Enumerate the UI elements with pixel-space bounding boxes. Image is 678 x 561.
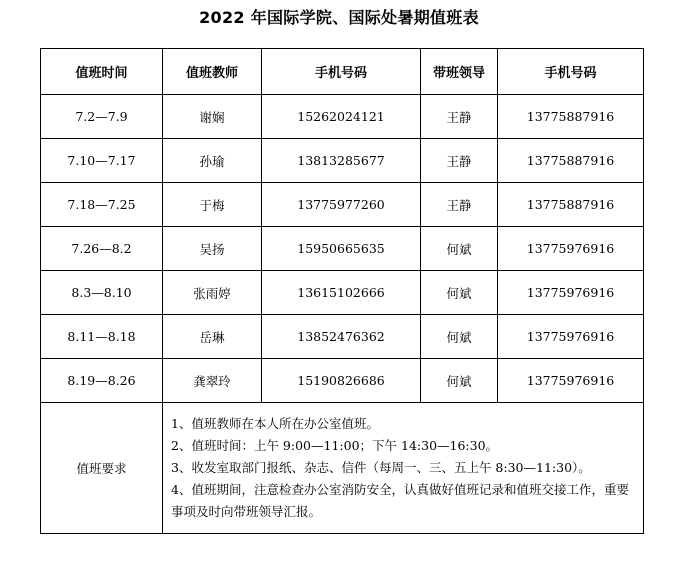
cell-teacher-phone: 15262024121 [262,95,421,139]
table-row [41,359,644,403]
cell-leader: 何斌 [421,271,498,315]
table-header-row [41,49,644,95]
cell-period: 8.3—8.10 [41,271,163,315]
cell-teacher-phone: 13852476362 [262,315,421,359]
cell-leader: 何斌 [421,227,498,271]
duty-schedule-table [40,48,644,534]
requirement-item: 1、值班教师在本人所在办公室值班。 [171,416,379,431]
cell-leader: 王静 [421,183,498,227]
cell-teacher-phone: 15190826686 [262,359,421,403]
cell-leader-phone: 13775887916 [498,95,644,139]
table-row [41,183,644,227]
cell-leader: 何斌 [421,359,498,403]
cell-teacher-phone: 13775977260 [262,183,421,227]
cell-leader-phone: 13775976916 [498,359,644,403]
header-leader: 带班领导 [421,49,498,95]
header-duty-time: 值班时间 [41,49,163,95]
header-leader-phone: 手机号码 [498,49,644,95]
cell-teacher: 岳琳 [163,315,262,359]
cell-period: 7.18—7.25 [41,183,163,227]
table-row [41,315,644,359]
cell-leader-phone: 13775887916 [498,139,644,183]
cell-period: 8.19—8.26 [41,359,163,403]
cell-leader: 王静 [421,139,498,183]
header-duty-teacher: 值班教师 [163,49,262,95]
cell-teacher: 龚翠玲 [163,359,262,403]
requirement-item: 4、值班期间，注意检查办公室消防安全，认真做好值班记录和值班交接工作，重要事项及时向带班领导汇报。 [171,482,629,519]
cell-leader-phone: 13775976916 [498,271,644,315]
requirements-label: 值班要求 [41,403,163,534]
table-row [41,95,644,139]
header-teacher-phone: 手机号码 [262,49,421,95]
requirements-row [41,403,644,534]
cell-leader-phone: 13775887916 [498,183,644,227]
table-row [41,139,644,183]
cell-period: 7.26—8.2 [41,227,163,271]
cell-period: 8.11—8.18 [41,315,163,359]
cell-teacher-phone: 15950665635 [262,227,421,271]
cell-period: 7.10—7.17 [41,139,163,183]
page-title: 2022 年国际学院、国际处暑期值班表 [199,8,479,27]
cell-leader-phone: 13775976916 [498,227,644,271]
cell-teacher: 孙瑜 [163,139,262,183]
requirement-item: 3、收发室取部门报纸、杂志、信件（每周一、三、五上午 8:30—11:30）。 [171,460,591,475]
table-row [41,271,644,315]
cell-teacher: 张雨婷 [163,271,262,315]
requirement-item: 2、值班时间：上午 9:00—11:00；下午 14:30—16:30。 [171,438,499,453]
cell-leader: 何斌 [421,315,498,359]
table-row [41,227,644,271]
cell-teacher: 于梅 [163,183,262,227]
cell-period: 7.2—7.9 [41,95,163,139]
cell-teacher-phone: 13813285677 [262,139,421,183]
cell-leader: 王静 [421,95,498,139]
requirements-notes [163,403,644,534]
cell-teacher: 吴扬 [163,227,262,271]
cell-teacher-phone: 13615102666 [262,271,421,315]
cell-leader-phone: 13775976916 [498,315,644,359]
cell-teacher: 谢娴 [163,95,262,139]
